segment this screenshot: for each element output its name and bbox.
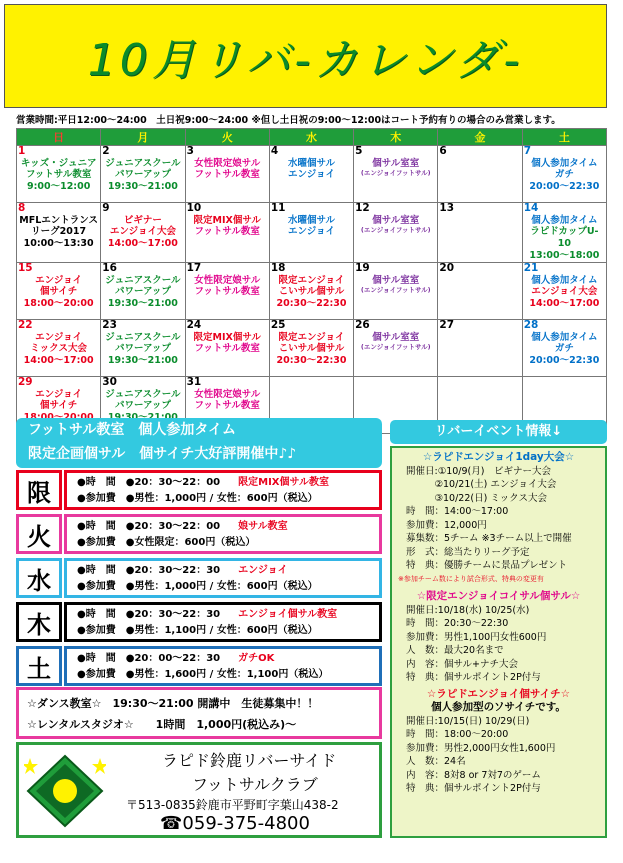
lesson-day-label: 土 [16, 646, 62, 686]
day-event-line: ビギナー [123, 214, 162, 226]
day-number: 30 [102, 376, 117, 389]
day-number: 26 [355, 319, 370, 332]
lesson-day-label: 限 [16, 470, 62, 510]
lesson-header-line1: フットサル教室 個人参加タイム [28, 422, 237, 438]
day-number: 17 [186, 262, 202, 275]
calendar-day[interactable] [438, 146, 522, 203]
weekday-0: 日 [17, 129, 101, 146]
lesson-fee: ●参加費 ●男性：1,100円 / 女性：600円（税込） [77, 625, 318, 636]
day-event-line: エンジョイ [35, 331, 83, 343]
day-event-line: 限定エンジョイ [278, 274, 345, 286]
day-event-line: パワーアップ [114, 286, 171, 298]
lesson-event-name: 限定MIX個サル教室 [238, 477, 330, 488]
event-detail-line: 特 典：優勝チームに景品プレゼント [406, 560, 568, 571]
event-detail-line: ※参加チーム数により試合形式、特典の変更有 [398, 574, 544, 583]
day-number: 11 [270, 202, 286, 214]
lesson-fee: ●参加費 ●男性：1,000円 / 女性：600円（税込） [77, 581, 318, 592]
event3-subtitle: 個人参加型のソサイチです。 [431, 701, 566, 713]
day-event-line: ジュニアスクール [105, 157, 181, 169]
calendar-day[interactable] [101, 263, 185, 320]
dance-class-text: ☆ダンス教室☆ 19:30～21:00 開講中 生徒募集中！！ [27, 697, 319, 710]
day-number: 24 [186, 319, 202, 332]
club-phone[interactable]: ☎059-375-4800 [160, 813, 310, 834]
event-detail-line: 特 典：個サルポイント2P付与 [406, 672, 541, 683]
event-detail-line: 時 間：14:00～17:00 [406, 506, 509, 517]
day-event-line: 19:30～21:00 [107, 181, 178, 193]
event-detail-line: 開催日:10/18(水) 10/25(水) [406, 604, 530, 616]
day-event-line: ラピドカップU-10 [530, 226, 599, 250]
day-number: 5 [355, 145, 363, 157]
lesson-fee: ●参加費 ●女性限定：600円（税込） [77, 537, 256, 548]
day-event-line: ミックス大会 [30, 343, 87, 355]
day-number: 28 [523, 319, 539, 332]
day-event-line: ガチ [554, 169, 574, 181]
lesson-event-name: ガチOK [238, 653, 275, 664]
day-event-line: 水曜個サル [287, 157, 335, 169]
day-event-line: 14:00～17:00 [529, 298, 600, 310]
event1-details [392, 465, 605, 587]
day-event-line: 20:00～22:30 [529, 181, 600, 193]
calendar-day[interactable] [269, 146, 353, 203]
event-detail-line: 内 容：8対8 or 7対7のゲーム [406, 769, 541, 781]
day-event-line: 個サイチ [39, 286, 78, 298]
calendar-day[interactable] [101, 320, 185, 377]
day-number: 25 [270, 319, 286, 332]
event-detail-line: 時 間：18:00～20:00 [406, 729, 509, 740]
day-event-line: 限定MIX個サル [193, 331, 261, 343]
calendar-day[interactable] [522, 146, 606, 203]
calendar-day[interactable] [354, 263, 438, 320]
calendar-day[interactable] [522, 263, 606, 320]
day-event-line: フットサル教室 [194, 343, 260, 355]
lesson-fee: ●参加費 ●男性：1,000円 / 女性：600円（税込） [77, 493, 318, 504]
club-address: 〒513-0835鈴鹿市平野町字葉山438-2 [126, 798, 339, 812]
day-event-line: 個人参加タイム [531, 214, 598, 226]
weekday-4: 木 [354, 129, 438, 146]
day-number: 18 [270, 262, 286, 275]
event-info-header: リバーイベント情報↓ [390, 420, 607, 444]
event-detail-line: 募集数：5チーム ※3チーム以上で開催 [406, 533, 572, 544]
day-number: 15 [18, 262, 33, 275]
day-number: 22 [18, 319, 33, 332]
event-detail-line: 開催日:10/15(日) 10/29(日) [406, 715, 530, 727]
day-event-line: キッズ・ジュニア [20, 157, 97, 169]
day-event-line: エンジョイ [35, 274, 83, 286]
day-number: 31 [186, 376, 202, 389]
day-event-line: 限定MIX個サル [193, 214, 261, 226]
lesson-time: ●時 間 ●20：00～22：30 [77, 653, 221, 664]
event3-details [392, 715, 605, 796]
day-number: 19 [355, 262, 370, 275]
day-number: 1 [18, 145, 26, 157]
day-event-line: パワーアップ [114, 400, 171, 412]
day-event-line: 個サル室室 [372, 331, 420, 343]
lesson-day-label: 火 [16, 514, 62, 554]
calendar-day[interactable] [185, 320, 269, 377]
day-number: 14 [523, 202, 539, 214]
event-detail-line: 開催日:①10/9(月) ビギナー大会 [406, 465, 551, 477]
day-event-line: 19:30～21:00 [107, 355, 178, 367]
club-logo [24, 752, 106, 830]
weekday-header [17, 129, 607, 146]
day-event-line: 20:30～22:30 [276, 298, 347, 310]
day-event-line: パワーアップ [114, 343, 171, 355]
calendar-week [17, 203, 607, 263]
day-event-line: 個サル室室 [372, 214, 420, 226]
day-event-line: フットサル教室 [25, 169, 92, 181]
day-number: 21 [523, 262, 539, 275]
lesson-info [64, 558, 382, 598]
day-event-line: こいサル個サル [278, 286, 345, 298]
club-subname: フットサルクラブ [192, 775, 318, 794]
day-event-line: (エンジョイフットサル) [360, 226, 431, 235]
day-event-line: MFLエントランス [19, 214, 98, 226]
day-number: 16 [102, 262, 117, 275]
day-event-line: フットサル教室 [194, 226, 260, 238]
lesson-day-label: 木 [16, 602, 62, 642]
weekday-6: 土 [522, 129, 606, 146]
day-number: 20 [439, 262, 455, 275]
day-event-line: パワーアップ [114, 169, 171, 181]
day-event-line: 女性限定娘サル [194, 157, 261, 169]
calendar-day[interactable] [269, 320, 353, 377]
day-event-line: 19:30～21:00 [107, 298, 178, 310]
day-event-line: 個サル室室 [372, 274, 420, 286]
event-detail-line: 参加費：男性2,000円女性1,600円 [406, 742, 556, 754]
club-name: ラピド鈴鹿リバーサイド [162, 751, 337, 770]
event-detail-line: 時 間：20:30～22:30 [406, 618, 509, 629]
day-event-line: 14:00～17:00 [107, 238, 178, 250]
day-event-line: 女性限定娘サル [194, 388, 261, 400]
day-event-line: ジュニアスクール [105, 331, 181, 343]
weekday-3: 水 [269, 129, 353, 146]
day-event-line: エンジョイ大会 [109, 226, 176, 238]
lesson-time-row [77, 475, 379, 491]
day-event-line: 個サイチ [39, 400, 78, 412]
event2-details [392, 604, 605, 685]
calendar-day[interactable] [17, 320, 101, 377]
event-detail-line: 参加費：12,000円 [406, 519, 487, 531]
event-detail-line: 形 式：総当たりリーグ予定 [406, 546, 530, 558]
day-number: 12 [355, 202, 370, 214]
calendar-week [17, 320, 607, 377]
lesson-info [64, 514, 382, 554]
day-event-line: エンジョイ [287, 169, 336, 181]
day-event-line: ジュニアスクール [105, 388, 181, 400]
business-hours: 営業時間:平日12:00～24:00 土日祝9:00～24:00 ※但し土日祝の9:00～12:00はコート予約有りの場合のみ営業します。 [16, 115, 561, 126]
day-event-line: こいサル個サル [278, 343, 345, 355]
title-banner [4, 4, 607, 108]
lesson-time-row [77, 607, 379, 623]
event-detail-line: 特 典：個サルポイント2P付与 [406, 783, 541, 794]
day-event-line: リーグ2017 [31, 226, 87, 238]
calendar-day[interactable] [17, 263, 101, 320]
day-number: 4 [270, 145, 279, 157]
lesson-header-line2: 限定企画個サル 個サイチ大好評開催中♪♪ [28, 446, 297, 462]
lesson-time: ●時 間 ●20：30～22：00 [77, 477, 221, 488]
calendar-day[interactable] [354, 203, 438, 263]
day-event-line: 水曜個サル [287, 214, 335, 226]
weekday-2: 火 [185, 129, 269, 146]
calendar-week [17, 146, 607, 203]
calendar-day[interactable] [17, 146, 101, 203]
lesson-time-row [77, 651, 379, 667]
weekday-5: 金 [438, 129, 522, 146]
lesson-info [64, 646, 382, 686]
day-number: 23 [102, 319, 117, 332]
weekday-1: 月 [101, 129, 185, 146]
event2-title: ☆限定エンジョイコイサル個サル☆ [416, 590, 581, 602]
lesson-event-name: エンジョイ個サル教室 [238, 609, 338, 620]
event-detail-line: ③10/22(日) ミックス大会 [406, 492, 548, 504]
day-event-line: 20:00～22:30 [529, 355, 600, 367]
day-event-line: 18:00～20:00 [23, 298, 94, 310]
event-detail-line: ②10/21(土) エンジョイ大会 [406, 479, 557, 490]
day-event-line: 個人参加タイム [531, 274, 598, 286]
event-info-box [390, 446, 607, 838]
calendar-day[interactable] [17, 203, 101, 263]
event-detail-line: 内 容：個サル+ナチ大会 [406, 658, 518, 670]
calendar-day[interactable] [354, 146, 438, 203]
calendar-week [17, 263, 607, 320]
day-event-line: エンジョイ大会 [531, 286, 598, 298]
calendar-day[interactable] [101, 146, 185, 203]
day-event-line: 10:00～13:30 [23, 238, 94, 250]
event-detail-line: 人 数：24名 [406, 756, 466, 767]
lesson-time-row [77, 519, 379, 535]
day-number: 7 [523, 145, 531, 157]
day-event-line: ジュニアスクール [105, 274, 181, 286]
event-detail-line: 人 数：最大20名まで [406, 645, 504, 656]
day-number: 27 [439, 319, 455, 332]
day-event-line: フットサル教室 [194, 286, 260, 298]
day-event-line: フットサル教室 [194, 169, 260, 181]
lesson-header [16, 418, 382, 468]
lesson-event-name: エンジョイ [238, 565, 288, 576]
day-event-line: (エンジョイフットサル) [360, 343, 431, 352]
lesson-info [64, 602, 382, 642]
event-detail-line: 参加費：男性1,100円女性600円 [406, 631, 547, 643]
calendar-body [17, 146, 607, 434]
lesson-time-row [77, 563, 379, 579]
day-event-line: エンジョイ [287, 226, 336, 238]
day-number: 29 [18, 376, 33, 389]
day-event-line: 個人参加タイム [531, 331, 598, 343]
day-event-line: 女性限定娘サル [194, 274, 261, 286]
calendar-day[interactable] [438, 263, 522, 320]
lesson-time: ●時 間 ●20：30～22：30 [77, 609, 221, 620]
calendar-day[interactable] [185, 146, 269, 203]
day-number: 13 [439, 202, 455, 214]
calendar-day[interactable] [185, 263, 269, 320]
page-title: 10月リバ-カレンダ- [87, 35, 524, 86]
day-event-line: フットサル教室 [194, 400, 260, 412]
day-number: 9 [102, 202, 110, 214]
calendar-day[interactable] [269, 263, 353, 320]
day-event-line: 個サル室室 [372, 157, 420, 169]
day-event-line: 個人参加タイム [531, 157, 598, 169]
calendar-day[interactable] [354, 320, 438, 377]
lesson-time: ●時 間 ●20：30～22：00 [77, 521, 221, 532]
day-number: 10 [186, 202, 202, 214]
calendar-day[interactable] [185, 203, 269, 263]
day-event-line: 限定エンジョイ [278, 331, 345, 343]
lesson-day-label: 水 [16, 558, 62, 598]
calendar-day[interactable] [438, 203, 522, 263]
calendar-table [16, 128, 607, 434]
lesson-fee: ●参加費 ●男性：1,600円 / 女性：1,100円（税込） [77, 669, 329, 680]
day-event-line: (エンジョイフットサル) [360, 169, 431, 178]
day-event-line: (エンジョイフットサル) [360, 286, 431, 295]
day-event-line: エンジョイ [35, 388, 83, 400]
lesson-event-name: 娘サル教室 [238, 521, 288, 532]
day-event-line: 9:00～12:00 [26, 181, 91, 193]
calendar-day[interactable] [269, 203, 353, 263]
calendar-day[interactable] [101, 203, 185, 263]
day-number: 2 [102, 145, 110, 157]
day-number: 3 [186, 145, 194, 157]
event3-title: ☆ラピドエンジョイ個サイチ☆ [426, 687, 571, 700]
calendar-day[interactable] [522, 203, 606, 263]
day-number: 6 [439, 145, 447, 157]
day-event-line: ガチ [554, 343, 574, 355]
lesson-info [64, 470, 382, 510]
day-event-line: 13:00～18:00 [529, 250, 600, 262]
day-event-line: 20:30～22:30 [276, 355, 347, 367]
day-event-line: 14:00～17:00 [23, 355, 94, 367]
rental-studio-text: ☆レンタルスタジオ☆ 1時間 1,000円(税込み)～ [27, 718, 297, 731]
extra-info-box [16, 687, 382, 739]
calendar-day[interactable] [522, 320, 606, 377]
day-number: 8 [18, 202, 26, 214]
lesson-time: ●時 間 ●20：30～22：30 [77, 565, 221, 576]
event1-title: ☆ラピドエンジョイ1day大会☆ [422, 451, 575, 463]
calendar-day[interactable] [438, 320, 522, 377]
